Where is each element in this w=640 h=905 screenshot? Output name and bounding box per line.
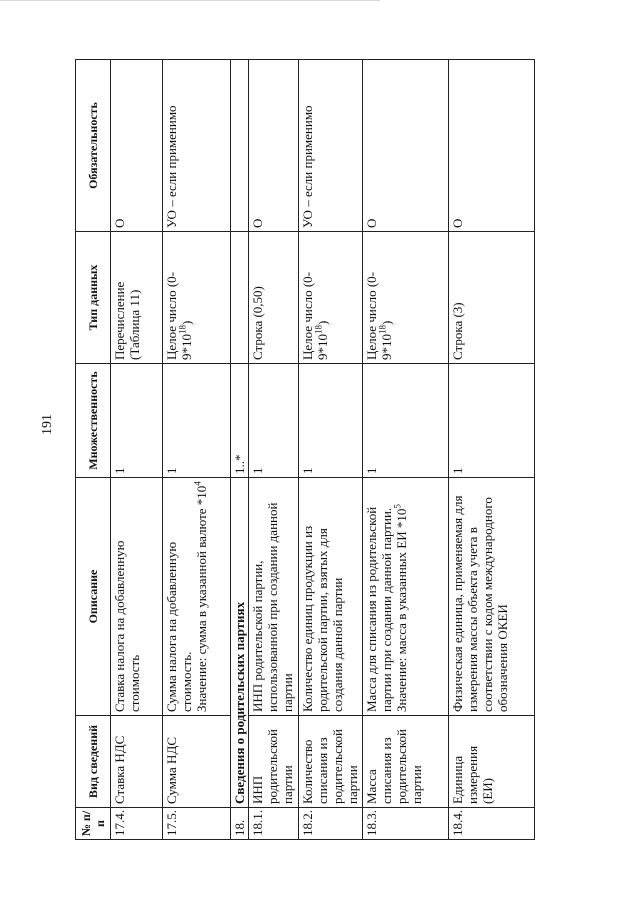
header-req: Обязательность: [76, 60, 111, 232]
exponent: 18: [313, 325, 324, 334]
cell-desc: ИНП родительской партии, использованной при создании данной партии: [249, 478, 299, 716]
cell-mult: 1: [111, 364, 163, 478]
cell-mult: 1: [163, 364, 231, 478]
header-kind: Вид сведений: [76, 716, 111, 808]
cell-kind: Единица измерения (ЕИ): [449, 716, 535, 808]
type-text: Целое число (0-9*10: [300, 272, 330, 360]
cell-type: Строка (3): [449, 232, 535, 364]
cell-empty: [231, 60, 249, 232]
top-rule: [0, 0, 380, 1]
cell-type: [299, 232, 363, 364]
header-mult: Множественность: [76, 364, 111, 478]
desc-line: [194, 481, 209, 712]
cell-desc: Ставка налога на добавленную стоимость: [111, 478, 163, 716]
header-num: № п/п: [76, 808, 111, 840]
type-text: ): [379, 320, 394, 325]
cell-empty: [231, 232, 249, 364]
cell-num: 17.4.: [111, 808, 163, 840]
exponent: 5: [392, 504, 403, 509]
cell-mult: 1: [249, 364, 299, 478]
desc-text: Значение: сумма в указанной валюте *10: [194, 485, 209, 712]
type-text: Целое число (0-9*10: [164, 272, 194, 360]
cell-num: 18.1.: [249, 808, 299, 840]
cell-num: 18.2.: [299, 808, 363, 840]
type-text: ): [315, 320, 330, 325]
cell-req: О: [111, 60, 163, 232]
cell-kind: Сумма НДС: [163, 716, 231, 808]
table-row: [249, 60, 299, 840]
section-title: Сведения о родительских партиях: [231, 478, 249, 808]
desc-text: Значение: масса в указанных ЕИ *10: [394, 508, 409, 712]
header-row: [76, 60, 111, 840]
cell-desc: Количество единиц продукции из родительской партии, взятых для создания данной партии: [299, 478, 363, 716]
cell-mult: 1: [299, 364, 363, 478]
cell-num: 18.3.: [363, 808, 449, 840]
exponent: 18: [377, 325, 388, 334]
cell-desc: [363, 478, 449, 716]
cell-desc: Физическая единица, применяемая для измерения массы объекта учета в соответствии с кодом международного обозначения ОКЕИ: [449, 478, 535, 716]
cell-mult: 1: [449, 364, 535, 478]
cell-type: [363, 232, 449, 364]
table-row: [163, 60, 231, 840]
cell-num: 17.5.: [163, 808, 231, 840]
cell-mult: 1: [363, 364, 449, 478]
cell-kind: ИНП родительской партии: [249, 716, 299, 808]
cell-num: 18.4.: [449, 808, 535, 840]
requirements-table: [75, 59, 535, 840]
cell-kind: Ставка НДС: [111, 716, 163, 808]
table-row: [299, 60, 363, 840]
cell-type: Строка (0,50): [249, 232, 299, 364]
cell-num: 18.: [231, 808, 249, 840]
section-row: [231, 60, 249, 840]
cell-req: УО – если применимо: [163, 60, 231, 232]
cell-desc: [163, 478, 231, 716]
desc-line: [394, 481, 409, 712]
cell-req: О: [449, 60, 535, 232]
header-desc: Описание: [76, 478, 111, 716]
exponent: 18: [177, 325, 188, 334]
type-text: Целое число (0-9*10: [364, 272, 394, 360]
table-row: [363, 60, 449, 840]
cell-kind: Масса списания из родительской партии: [363, 716, 449, 808]
cell-req: О: [363, 60, 449, 232]
cell-req: О: [249, 60, 299, 232]
cell-req: УО – если применимо: [299, 60, 363, 232]
table-row: [449, 60, 535, 840]
rotated-table-wrapper: [75, 60, 535, 840]
desc-line: Сумма налога на добавленную стоимость.: [164, 541, 194, 712]
page-number: 191: [40, 414, 55, 435]
type-text: ): [179, 320, 194, 325]
desc-line: Масса для списания из родительской партии при создании данной партии.: [364, 506, 394, 712]
cell-kind: Количество списания из родительской партии: [299, 716, 363, 808]
table-row: [111, 60, 163, 840]
cell-type: Перечисление (Таблица 11): [111, 232, 163, 364]
header-type: Тип данных: [76, 232, 111, 364]
cell-type: [163, 232, 231, 364]
cell-mult: 1..*: [231, 364, 249, 478]
exponent: 4: [192, 481, 203, 486]
